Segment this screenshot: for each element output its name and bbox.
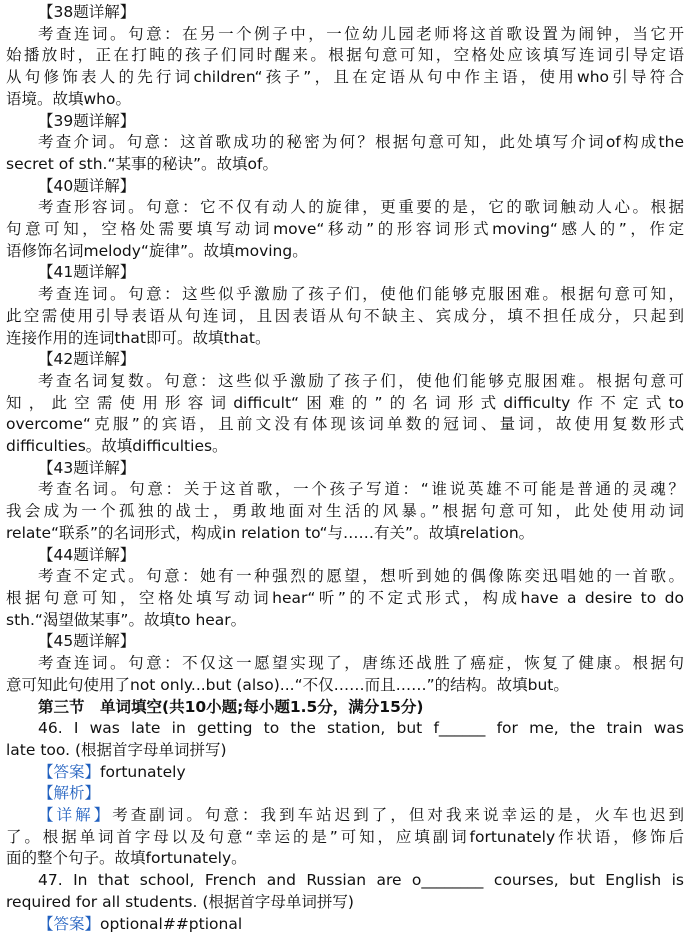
text-line: 考查名词复数。句意：这些似乎激励了孩子们，使他们能够克服困难。根据句意可: [38, 371, 684, 390]
text-line: overcome“克服”的宾语，且前文没有体现该词单数的冠词、量词，故使用复数形式: [6, 415, 684, 434]
label-tag: 【详解】: [38, 806, 113, 825]
text-line: 【42题详解】: [38, 350, 136, 369]
text-line: 第三节 单词填空(共10小题;每小题1.5分，满分15分): [38, 697, 424, 716]
text-line: 【解析】: [38, 784, 101, 803]
text-line: required for all students. (根据首字母单词拼写): [6, 892, 354, 911]
text-line: 从句修饰表人的先行词children“孩子”，且在定语从句中作主语，使用who引导符合: [6, 68, 684, 87]
text-line: 【38题详解】: [38, 3, 136, 21]
line-text: 考查副词。句意：我到车站迟到了，但对我来说幸运的是，火车也迟到: [112, 806, 684, 825]
text-line: sth.“渴望做某事”。故填to hear。: [6, 610, 247, 629]
text-line: 考查介词。句意：这首歌成功的秘密为何？根据句意可知，此处填写介词of构成the: [38, 133, 684, 152]
text-line: 我会成为一个孤独的战士，勇敢地面对生活的风暴。”根据句意可知，此处使用动词: [6, 502, 684, 521]
text-line: 【45题详解】: [38, 632, 136, 651]
text-line: 【41题详解】: [38, 263, 136, 282]
text-line: 面的整个句子。故填fortunately。: [6, 849, 247, 868]
text-line: [6, 762, 684, 784]
text-line: 句意可知，空格处需要填写动词move“移动”的形容词形式moving“感人的”，作定: [6, 220, 684, 239]
line-text: fortunately: [100, 762, 186, 781]
text-line: 语修饰名词melody“旋律”。故填moving。: [6, 241, 308, 260]
text-line: 根据句意可知，空格处填写动词hear“听”的不定式形式，构成have a desire to do: [6, 588, 684, 607]
text-line: 考查连词。句意：不仅这一愿望实现了，唐练还战胜了癌症，恢复了健康。根据句: [38, 654, 684, 673]
text-line: 知，此空需使用形容词difficult“困难的”的名词形式difficulty作不定式to: [6, 393, 684, 412]
text-line: 46. I was late in getting to the station, but f______ for me, the train was: [38, 719, 684, 738]
text-line: 了。根据单词首字母以及句意“幸运的是”可知，应填副词fortunately作状语，修饰后: [6, 827, 684, 846]
text-line: 【44题详解】: [38, 545, 136, 564]
text-line: [6, 914, 684, 936]
text-line: 始播放时，正在打盹的孩子们同时醒来。根据句意可知，空格处应该填写连词引导定语: [6, 46, 684, 65]
text-line: 连接作用的连词that即可。故填that。: [6, 328, 271, 347]
text-line: 考查连词。句意：这些似乎激励了孩子们，使他们能够克服困难。根据句意可知，: [38, 285, 684, 304]
line-text: optional##ptional: [100, 914, 243, 933]
text-line: 语境。故填who。: [6, 89, 131, 108]
text-line: 考查连词。句意：在另一个例子中，一位幼儿园老师将这首歌设置为闹钟，当它开: [38, 24, 684, 43]
label-tag: 【答案】: [38, 762, 101, 781]
text-line: relate“联系”的名词形式，构成in relation to“与……有关”。故填relation。: [6, 523, 535, 542]
text-line: 考查形容词。句意：它不仅有动人的旋律，更重要的是，它的歌词触动人心。根据: [38, 198, 684, 217]
text-line: 此空需使用引导表语从句连词，且因表语从句不缺主、宾成分，填不担任成分，只起到: [6, 306, 684, 325]
text-line: 考查名词。句意：关于这首歌，一个孩子写道：“谁说英雄不可能是普通的灵魂？: [38, 480, 684, 499]
text-line: 考查不定式。句意：她有一种强烈的愿望，想听到她的偶像陈奕迅唱她的一首歌。: [38, 567, 684, 586]
text-line: [6, 805, 684, 827]
text-line: late too. (根据首字母单词拼写): [6, 740, 227, 759]
text-line: 47. In that school, French and Russian are o________ courses, but English is: [38, 871, 684, 890]
text-line: difficulties。故填difficulties。: [6, 437, 228, 456]
text-line: 意可知此句使用了not only...but (also)...“不仅……而且……”的结构。故填but。: [6, 675, 569, 694]
text-line: secret of sth.“某事的秘诀”。故填of。: [6, 154, 278, 173]
label-tag: 【答案】: [38, 914, 101, 933]
text-line: 【43题详解】: [38, 458, 136, 477]
text-line: 【40题详解】: [38, 176, 136, 195]
text-line: 【39题详解】: [38, 111, 136, 130]
